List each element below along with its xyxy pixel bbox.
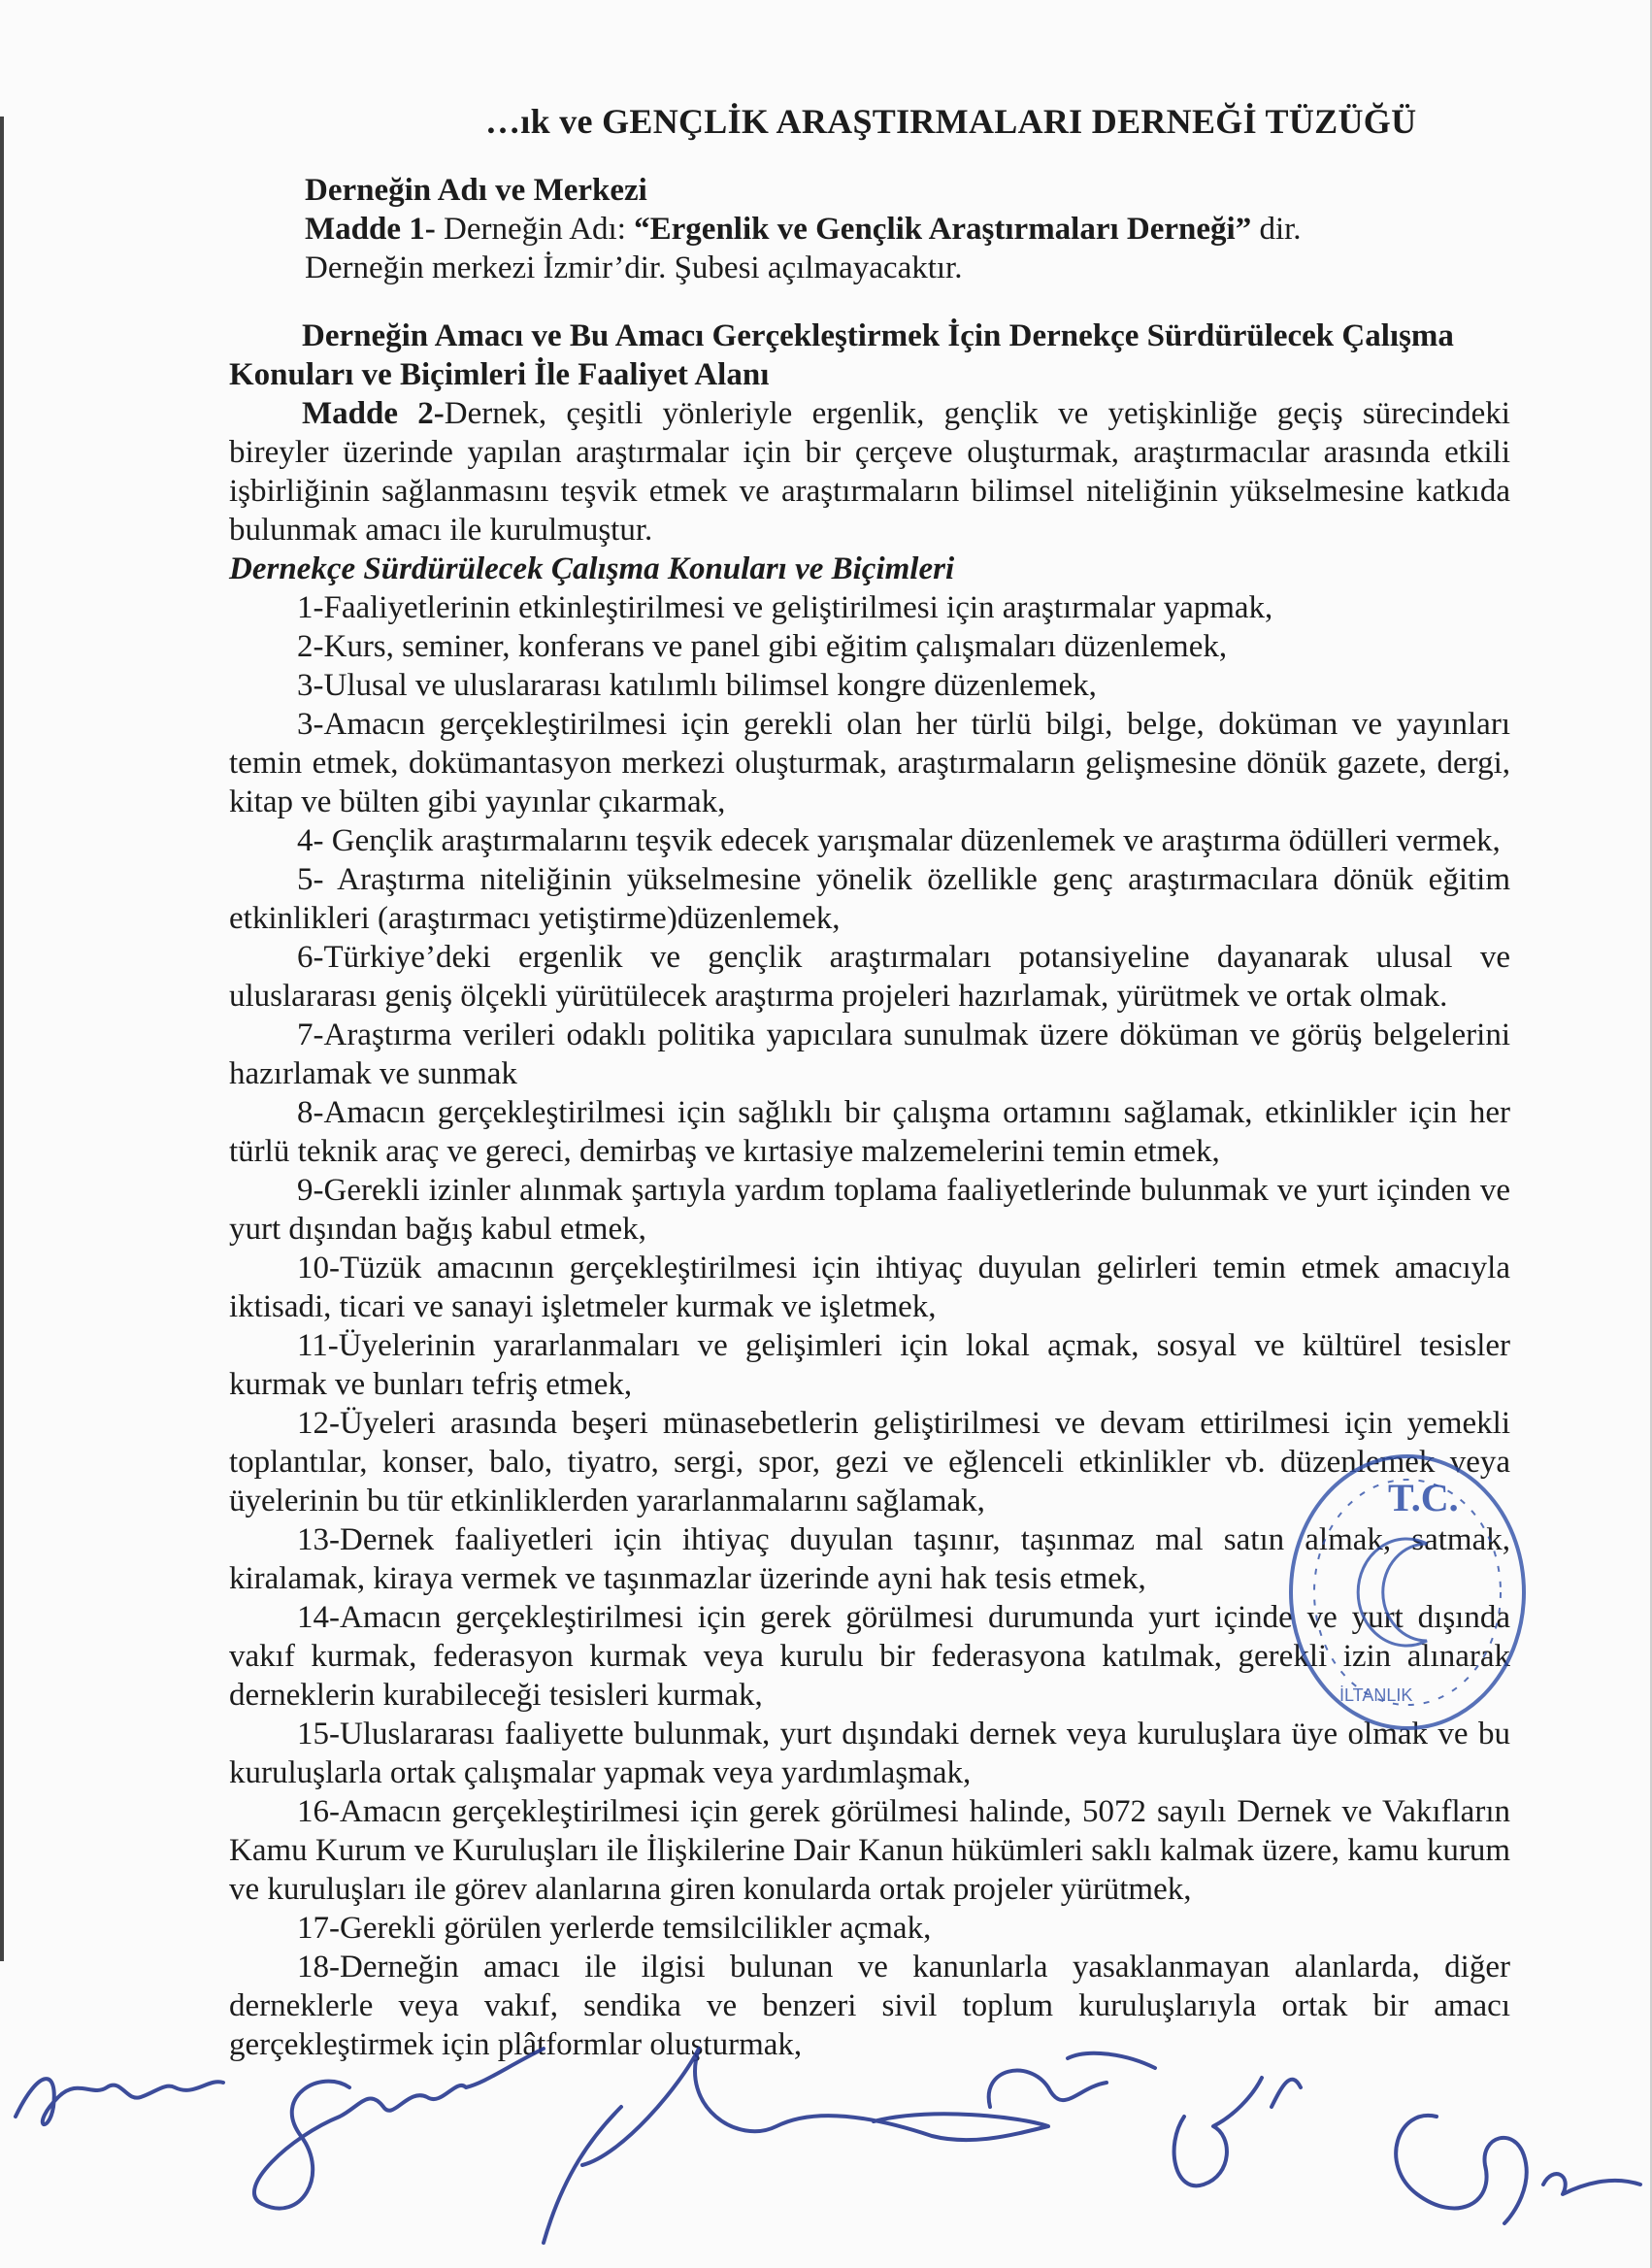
association-name: “Ergenlik ve Gençlik Araştırmaları Derneği” — [634, 212, 1252, 247]
document-body — [229, 171, 1510, 2064]
section-name-and-seat — [305, 171, 1510, 287]
list-item: 4- Gençlik araştırmalarını teşvik edecek yarışmalar düzenlemek ve araştırma ödülleri vermek, — [297, 823, 1501, 858]
section-heading-purpose-line2: Konuları ve Biçimleri İle Faaliyet Alanı — [229, 357, 770, 392]
list-item: 1-Faaliyetlerinin etkinleştirilmesi ve geliştirilmesi için araştırmalar yapmak, — [297, 590, 1273, 625]
signature-3 — [544, 2049, 1048, 2243]
list-item: 6-Türkiye’deki ergenlik ve gençlik araştırmaları potansiyeline dayanarak ulusal ve uluslararası geniş ölçekli yürütülecek araştırma projeleri hazırlamak, yürütmek ve ortak olmak. — [229, 940, 1510, 1014]
article-2-text: Dernek, çeşitli yönleriyle ergenlik, gençlik ve yetişkinliğe geçiş sürecindeki bireyler üzerinde yapılan araştırmalar için bir çerçeve oluşturmak, araştırmacılar arasında etkili işbirliğinin sağlanmasını teşvik etmek ve araştırmaların bilimsel niteliğinin yükselmesine katkıda bulunmak amacı ile kurulmuştur. — [229, 396, 1510, 548]
article-1-label: Madde 1- — [305, 212, 436, 247]
signature-1 — [16, 2079, 223, 2124]
list-item: 17-Gerekli görülen yerlerde temsilcilikler açmak, — [297, 1911, 932, 1946]
article-2 — [229, 394, 1510, 550]
stamp-top-text: T.C. — [1388, 1476, 1459, 1519]
list-item: 9-Gerekli izinler alınmak şartıyla yardım toplama faaliyetlerinde bulunmak ve yurt içinden ve yurt dışından bağış kabul etmek, — [229, 1173, 1510, 1247]
stamp-bottom-text: İLTANLIK — [1339, 1685, 1413, 1705]
list-item: 10-Tüzük amacının gerçekleştirilmesi için ihtiyaç duyulan gelirleri temin etmek amacıyla iktisadi, ticari ve sanayi işletmeler kurmak ve işletmek, — [229, 1251, 1510, 1324]
scan-edge-left — [0, 117, 4, 1961]
list-item: 18-Derneğin amacı ile ilgisi bulunan ve kanunlarla yasaklanmayan alanlarda, diğer derneklerle veya vakıf, sendika ve benzeri sivil toplum kuruluşlarıyla ortak bir amacı gerçekleştirmek için plâtformlar oluşturmak, — [229, 1950, 1510, 2062]
signature-5 — [1174, 2078, 1301, 2185]
list-item: 11-Üyelerinin yararlanmaları ve gelişimleri için lokal açmak, sosyal ve kültürel tesisler kurmak ve bunları tefriş etmek, — [229, 1328, 1510, 1402]
document-title: …ık ve GENÇLİK ARAŞTIRMALARI DERNEĞİ TÜZÜĞÜ — [485, 102, 1417, 141]
list-item: 16-Amacın gerçekleştirilmesi için gerek görülmesi halinde, 5072 sayılı Dernek ve Vakıfların Kamu Kurum ve Kuruluşları ile İlişkilerine Dair Kanun hükümleri saklı kalmak üzere, kamu kurum ve kuruluşları ile görev alanlarına giren konularda ortak projeler yürütmek, — [229, 1794, 1510, 1907]
section-heading-purpose-line1: Derneğin Amacı ve Bu Amacı Gerçekleştirmek İçin Dernekçe Sürdürülecek Çalışma — [302, 318, 1454, 353]
list-item: 8-Amacın gerçekleştirilmesi için sağlıklı bir çalışma ortamını sağlamak, etkinlikler için her türlü teknik araç ve gereci, demirbaş ve kırtasiye malzemelerini temin etmek, — [229, 1095, 1510, 1169]
list-item: 15-Uluslararası faaliyette bulunmak, yurt dışındaki dernek veya kuruluşlara üye olmak ve bu kuruluşlarla ortak çalışmalar yapmak veya yardımlaşmak, — [229, 1717, 1510, 1790]
list-item: 13-Dernek faaliyetleri için ihtiyaç duyulan taşınır, taşınmaz mal satın almak, satmak, kiralamak, kiraya vermek ve taşınmazlar üzerinde ayni hak tesis etmek, — [229, 1522, 1510, 1596]
section-purpose — [229, 317, 1510, 550]
list-item: 3-Ulusal ve uluslararası katılımlı bilimsel kongre düzenlemek, — [297, 668, 1097, 703]
section-heading-name: Derneğin Adı ve Merkezi — [305, 173, 647, 208]
list-item: 14-Amacın gerçekleştirilmesi için gerek görülmesi durumunda yurt içinde ve yurt dışında vakıf kurmak, federasyon kurmak veya kurulu bir federasyona katılmak, gerekli izin alınarak derneklerin kurabileceği tesisleri kurmak, — [229, 1600, 1510, 1713]
article-1-text: Derneğin Adı: — [435, 212, 635, 247]
signature-2 — [254, 2049, 544, 2209]
signature-6 — [1396, 2116, 1640, 2223]
headquarters-statement: Derneğin merkezi İzmir’dir. Şubesi açılmayacaktır. — [305, 250, 963, 285]
list-item: 12-Üyeleri arasında beşeri münasebetlerin geliştirilmesi ve devam ettirilmesi için yemekli toplantılar, konser, balo, tiyatro, sergi, spor, gezi ve eğlenceli etkinlikler vb. düzenlemek veya üyelerinin bu tür etkinliklerden yararlanmalarını sağlamak, — [229, 1406, 1510, 1518]
list-item: 3-Amacın gerçekleştirilmesi için gerekli olan her türlü bilgi, belge, doküman ve yayınları temin etmek, dokümantasyon merkezi oluşturmak, araştırmaların gelişmesine dönük gazete, dergi, kitap ve bülten gibi yayınlar çıkarmak, — [229, 707, 1510, 819]
activity-list — [229, 588, 1510, 2064]
list-item: 7-Araştırma verileri odaklı politika yapıcılara sunulmak üzere döküman ve görüş belgelerini hazırlamak ve sunmak — [229, 1017, 1510, 1091]
official-stamp — [1281, 1447, 1534, 1738]
signatures — [0, 2029, 1652, 2262]
list-item: 5- Araştırma niteliğinin yükselmesine yönelik özellikle genç araştırmacılara dönük eğitim etkinlikleri (araştırmacı yetiştirme)düzenlemek, — [229, 862, 1510, 936]
signature-4 — [989, 2053, 1155, 2107]
section-heading-activities: Dernekçe Sürdürülecek Çalışma Konuları ve Biçimleri — [229, 551, 955, 586]
article-1-suffix: dir. — [1251, 212, 1302, 247]
article-2-label: Madde 2- — [302, 396, 445, 431]
list-item: 2-Kurs, seminer, konferans ve panel gibi eğitim çalışmaları düzenlemek, — [297, 629, 1228, 664]
article-1 — [305, 210, 1510, 249]
